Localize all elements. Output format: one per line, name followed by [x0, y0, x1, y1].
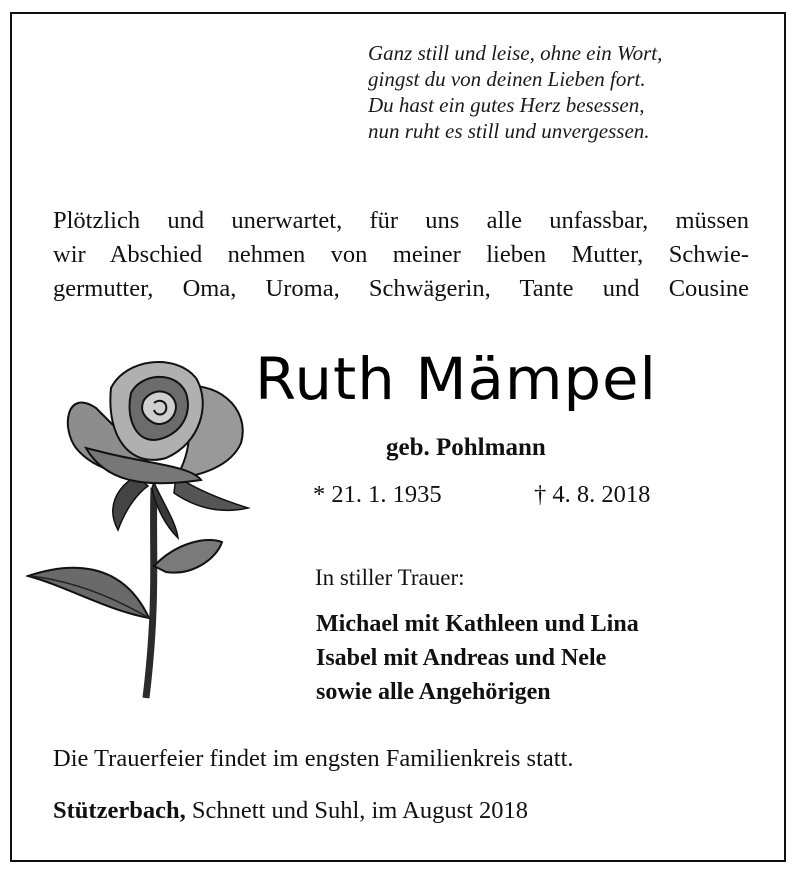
poem-line: Ganz still und leise, ohne ein Wort, [368, 41, 663, 65]
poem-line: Du hast ein gutes Herz besessen, [368, 93, 645, 117]
mourner-line: Michael mit Kathleen und Lina [316, 611, 639, 637]
poem-line: gingst du von deinen Lieben fort. [368, 67, 646, 91]
service-note: Die Trauerfeier findet im engsten Familienkreis statt. [53, 745, 574, 772]
place-date [53, 797, 528, 825]
death-date: † 4. 8. 2018 [534, 481, 651, 508]
intro-text [53, 204, 749, 306]
deceased-name: Ruth Mämpel [255, 345, 657, 413]
poem-line: nun ruht es still und unvergessen. [368, 119, 650, 143]
mourner-line: sowie alle Angehörigen [316, 679, 551, 705]
birth-date: * 21. 1. 1935 [313, 481, 442, 508]
life-dates [313, 481, 651, 509]
intro-line: germutter, Oma, Uroma, Schwägerin, Tante und Cousine [53, 275, 749, 302]
mourners-label: In stiller Trauer: [315, 565, 465, 590]
mourners-list [316, 607, 639, 709]
place-rest: Schnett und Suhl, im August 2018 [185, 797, 529, 824]
poem [368, 40, 662, 144]
intro-line: Plötzlich und unerwartet, für uns alle unfassbar, müssen [53, 207, 749, 234]
intro-line: wir Abschied nehmen von meiner lieben Mutter, Schwie- [53, 241, 749, 268]
mourner-line: Isabel mit Andreas und Nele [316, 645, 607, 671]
rose-icon [26, 348, 254, 700]
place-main: Stützerbach, [53, 797, 186, 824]
maiden-name: geb. Pohlmann [386, 434, 546, 461]
